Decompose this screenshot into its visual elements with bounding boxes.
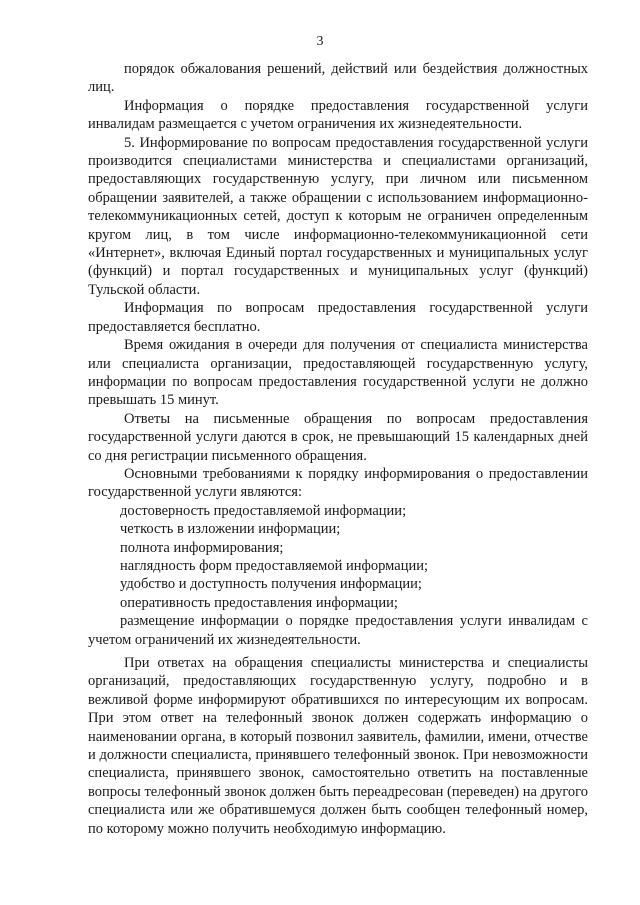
requirement-item: полнота информирования; [120, 539, 284, 556]
requirement-item: размещение информации о порядке предоставления услуги инвалидам с учетом ограничений их жизнедеятельности. [88, 613, 588, 648]
paragraph-free-of-charge: Информация по вопросам предоставления государственной услуги предоставляется бесплатно. [88, 300, 588, 335]
requirement-item: наглядность форм предоставляемой информации; [120, 557, 428, 574]
paragraph-phone-answers: При ответах на обращения специалисты министерства и специалисты организаций, предоставляющих государственную услугу, подробно и в вежливой форме информируют обратившихся по интересующим их вопросам. При этом ответ на телефонный звонок должен содержать информацию о наименовании органа, в который позвонил заявитель, фамилии, имени, отчестве и должности специалиста, принявшего телефонный звонок. При невозможности специалиста, принявшего звонок, самостоятельно ответить на поставленные вопросы телефонный звонок должен быть переадресован (переведен) на другого специалиста или же обратившемуся должен быть сообщен телефонный номер, по которому можно получить необходимую информацию. [88, 655, 588, 837]
requirement-item: четкость в изложении информации; [120, 521, 341, 538]
document-body [88, 60, 588, 838]
paragraph-written-response-term: Ответы на письменные обращения по вопросам предоставления государственной услуги даются в срок, не превышающий 15 календарных дней со дня регистрации письменного обращения. [88, 410, 588, 464]
paragraph-waiting-time: Время ожидания в очереди для получения от специалиста министерства или специалиста организации, предоставляющей государственную услугу, информации по вопросам предоставления государственной услуги не должно превышать 15 минут. [88, 337, 588, 409]
paragraph-informing-methods: 5. Информирование по вопросам предоставления государственной услуги производится специалистами министерства и специалистами организаций, предоставляющих государственную услугу, при личном или письменном обращении заявителей, а также обращении с использованием информационно-телекоммуникационных сетей, доступ к которым не ограничен определенным кругом лиц, в том числе информационно-телекоммуникационной сети «Интернет», включая Единый портал государственных и муниципальных услуг (функций) и портал государственных и муниципальных услуг (функций) Тульской области. [88, 134, 588, 298]
paragraph-requirements-intro: Основными требованиями к порядку информирования о предоставлении государственной услуги являются: [88, 465, 588, 501]
page-number: 3 [316, 34, 324, 49]
requirement-item: достоверность предоставляемой информации; [120, 502, 407, 519]
paragraph-appeal-procedure: порядок обжалования решений, действий или бездействия должностных лиц. [88, 61, 588, 96]
requirement-item: удобство и доступность получения информации; [120, 576, 422, 593]
requirement-item: оперативность предоставления информации; [120, 594, 398, 611]
paragraph-disability-info: Информация о порядке предоставления государственной услуги инвалидам размещается с учетом ограничения их жизнедеятельности. [88, 97, 588, 133]
